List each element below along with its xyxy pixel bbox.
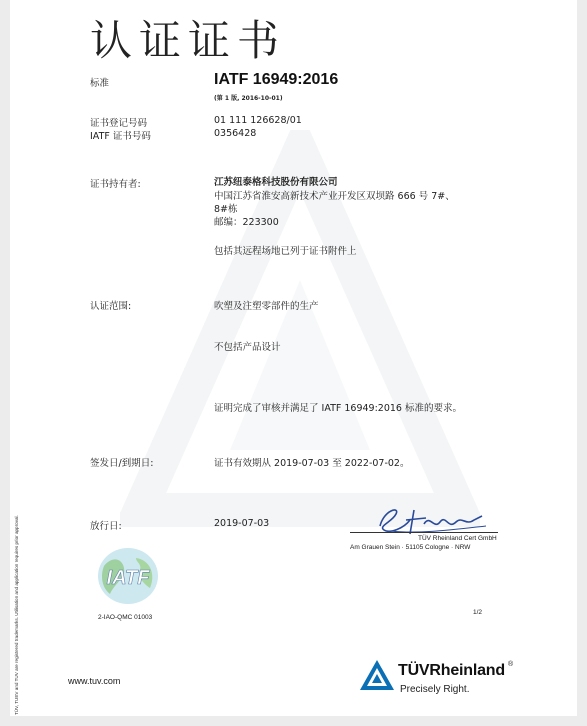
validity-label: 签发日/到期日: <box>90 458 154 469</box>
page-title: 认证证书 <box>90 16 287 65</box>
compliance-statement: 证明完成了审核并满足了 IATF 16949:2016 标准的要求。 <box>214 403 462 414</box>
holder-postcode: 邮编：223300 <box>214 217 279 228</box>
standard-edition: (第 1 版, 2016-10-01) <box>214 95 283 102</box>
brand-slogan: Precisely Right. <box>400 684 470 695</box>
trademark-note: TÜV, TUEV and TUV are registered trademarks. Utilisation and application requires prior approval. <box>14 515 19 715</box>
registration-value: 01 111 126628/01 <box>214 115 302 126</box>
scope-label: 认证范围: <box>90 301 132 312</box>
holder-company: 江苏纽泰格科技股份有限公司 <box>214 177 338 188</box>
scope-exclusion: 不包括产品设计 <box>214 342 281 353</box>
holder-address-line1: 中国江苏省淮安高新技术产业开发区双坝路 666 号 7#、 <box>214 191 455 202</box>
release-value: 2019-07-03 <box>214 518 270 529</box>
signature-line <box>350 532 498 533</box>
page-right-margin <box>577 0 587 726</box>
iatf-globe-logo-icon <box>92 544 164 608</box>
iatf-number-label: IATF 证书号码 <box>90 131 151 142</box>
brand-registered-mark: ® <box>508 661 514 668</box>
holder-address-line2: 8#栋 <box>214 204 238 215</box>
website-link[interactable]: www.tuv.com <box>68 676 121 686</box>
holder-label: 证书持有者: <box>90 179 141 190</box>
scope-value: 吹塑及注塑零部件的生产 <box>214 301 319 312</box>
iatf-number-value: 0356428 <box>214 128 257 139</box>
signature-icon <box>370 500 490 540</box>
brand-name: TÜVRheinland <box>398 662 505 679</box>
registration-label: 证书登记号码 <box>90 118 148 129</box>
tuv-triangle-logo-icon <box>359 659 395 691</box>
holder-remote-sites: 包括其远程场地已列于证书附件上 <box>214 246 357 257</box>
release-label: 放行日: <box>90 521 122 532</box>
validity-value: 证书有效期从 2019-07-03 至 2022-07-02。 <box>214 458 410 469</box>
standard-value: IATF 16949:2016 <box>214 71 339 88</box>
page-number: 1/2 <box>473 609 483 616</box>
signature-company: TÜV Rheinland Cert GmbH <box>418 535 497 542</box>
page-left-margin <box>0 0 10 726</box>
iatf-logo-text: IATF <box>106 567 150 589</box>
page-bottom-margin <box>0 716 587 726</box>
iatf-code: 2-IAO-QMC 01003 <box>98 614 153 621</box>
standard-label: 标准 <box>90 78 110 89</box>
signature-address: Am Grauen Stein · 51105 Cologne · NRW <box>350 544 471 551</box>
